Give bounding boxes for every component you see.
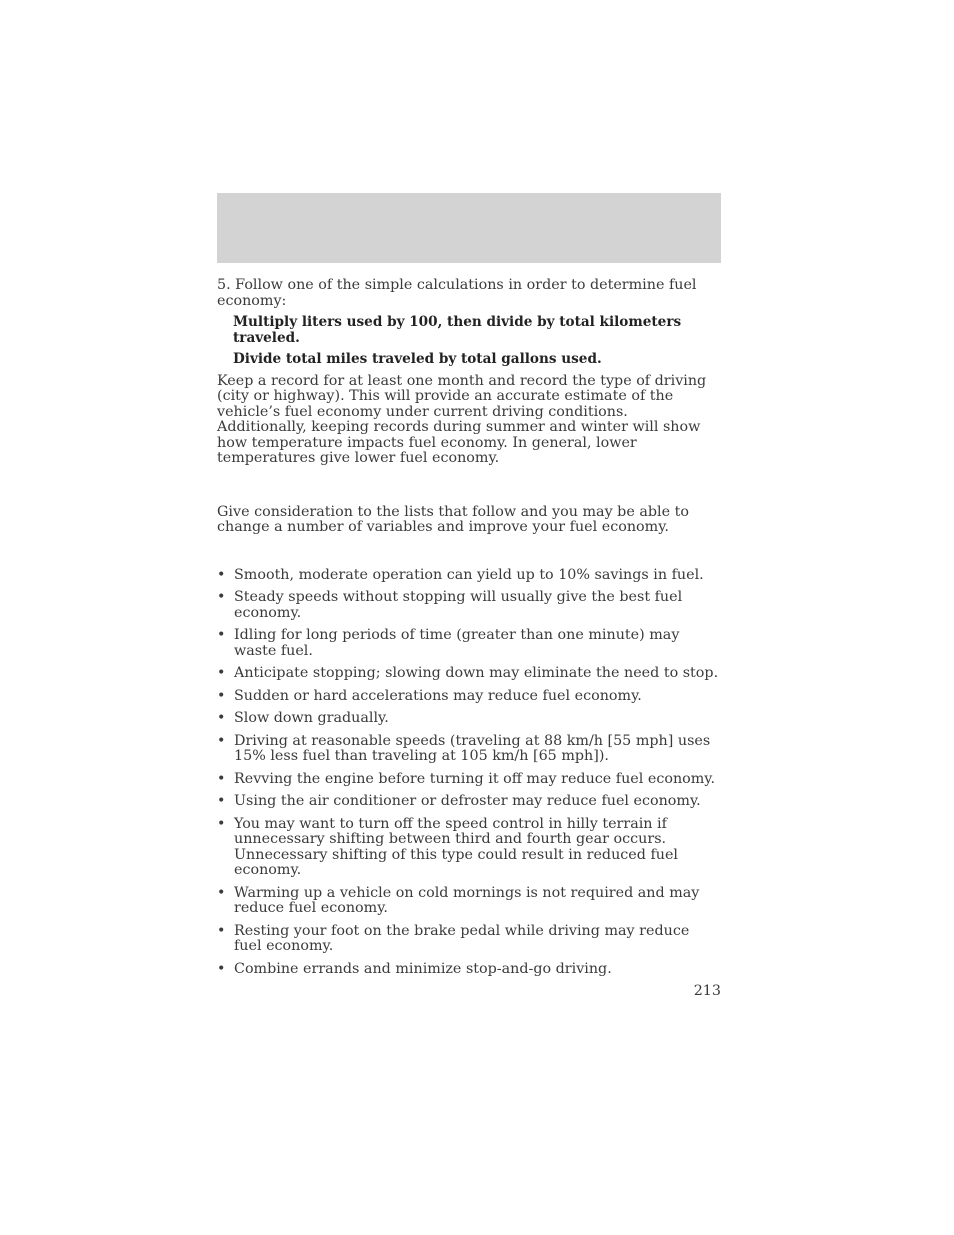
tip-text: Resting your foot on the brake pedal while driving may reduce fuel economy. <box>234 922 690 954</box>
list-item <box>217 666 721 682</box>
list-item <box>217 590 721 621</box>
tip-text: Steady speeds without stopping will usually give the best fuel economy. <box>234 589 683 621</box>
list-item <box>217 886 721 917</box>
list-item <box>217 794 721 810</box>
bullet-icon: • <box>217 793 226 809</box>
tip-text: Driving at reasonable speeds (traveling at 88 km/h [55 mph] uses 15% less fuel than traveling at 105 km/h [65 mph]). <box>234 732 711 764</box>
tip-text: You may want to turn off the speed control in hilly terrain if unnecessary shifting between third and fourth gear occurs. Unnecessary shifting of this type could result in reduced fuel economy. <box>234 815 678 878</box>
tip-text: Idling for long periods of time (greater than one minute) may waste fuel. <box>234 627 680 659</box>
list-item <box>217 568 721 584</box>
list-item <box>217 772 721 788</box>
bullet-icon: • <box>217 884 226 901</box>
header-band <box>217 193 721 263</box>
bullet-icon: • <box>217 627 226 643</box>
tip-text: Anticipate stopping; slowing down may eliminate the need to stop. <box>234 665 719 681</box>
record-paragraph: Keep a record for at least one month and record the type of driving (city or highway). This will provide an accurate estimate of the vehicle’s fuel economy under current driving conditions. Additionally, keeping records during summer and winter will show how temperature impacts fuel economy. In general, lower temperatures give lower fuel economy. <box>217 372 707 466</box>
tip-text: Using the air conditioner or defroster may reduce fuel economy. <box>234 793 701 809</box>
bullet-icon: • <box>217 960 226 977</box>
bullet-icon: • <box>217 665 226 681</box>
tip-text: Warming up a vehicle on cold mornings is not required and may reduce fuel economy. <box>234 884 700 916</box>
bullet-icon: • <box>217 589 226 605</box>
page-number: 213 <box>693 983 721 999</box>
list-item <box>217 924 721 955</box>
formula-metric: Multiply liters used by 100, then divide by total kilometers traveled. <box>233 314 682 346</box>
bullet-icon: • <box>217 687 226 704</box>
list-item <box>217 817 721 879</box>
formula-imperial: Divide total miles traveled by total gallons used. <box>233 351 602 367</box>
page-content <box>217 278 721 984</box>
bullet-icon: • <box>217 566 226 583</box>
bullet-icon: • <box>217 710 226 726</box>
bullet-icon: • <box>217 732 226 749</box>
consideration-paragraph: Give consideration to the lists that follow and you may be able to change a number of variables and improve your fuel economy. <box>217 503 689 535</box>
step-instruction: 5. Follow one of the simple calculations in order to determine fuel economy: <box>217 277 697 309</box>
tip-text: Slow down gradually. <box>234 710 389 726</box>
bullet-icon: • <box>217 770 226 787</box>
tip-text: Smooth, moderate operation can yield up to 10% savings in fuel. <box>234 566 704 583</box>
tip-text: Revving the engine before turning it off may reduce fuel economy. <box>234 770 716 787</box>
bullet-icon: • <box>217 922 226 939</box>
list-item <box>217 628 721 659</box>
list-item <box>217 689 721 705</box>
tip-text: Combine errands and minimize stop-and-go driving. <box>234 960 612 977</box>
fuel-economy-tips-list <box>217 568 721 978</box>
list-item <box>217 734 721 765</box>
tip-text: Sudden or hard accelerations may reduce fuel economy. <box>234 687 642 704</box>
bullet-icon: • <box>217 815 226 832</box>
list-item <box>217 711 721 727</box>
list-item <box>217 962 721 978</box>
